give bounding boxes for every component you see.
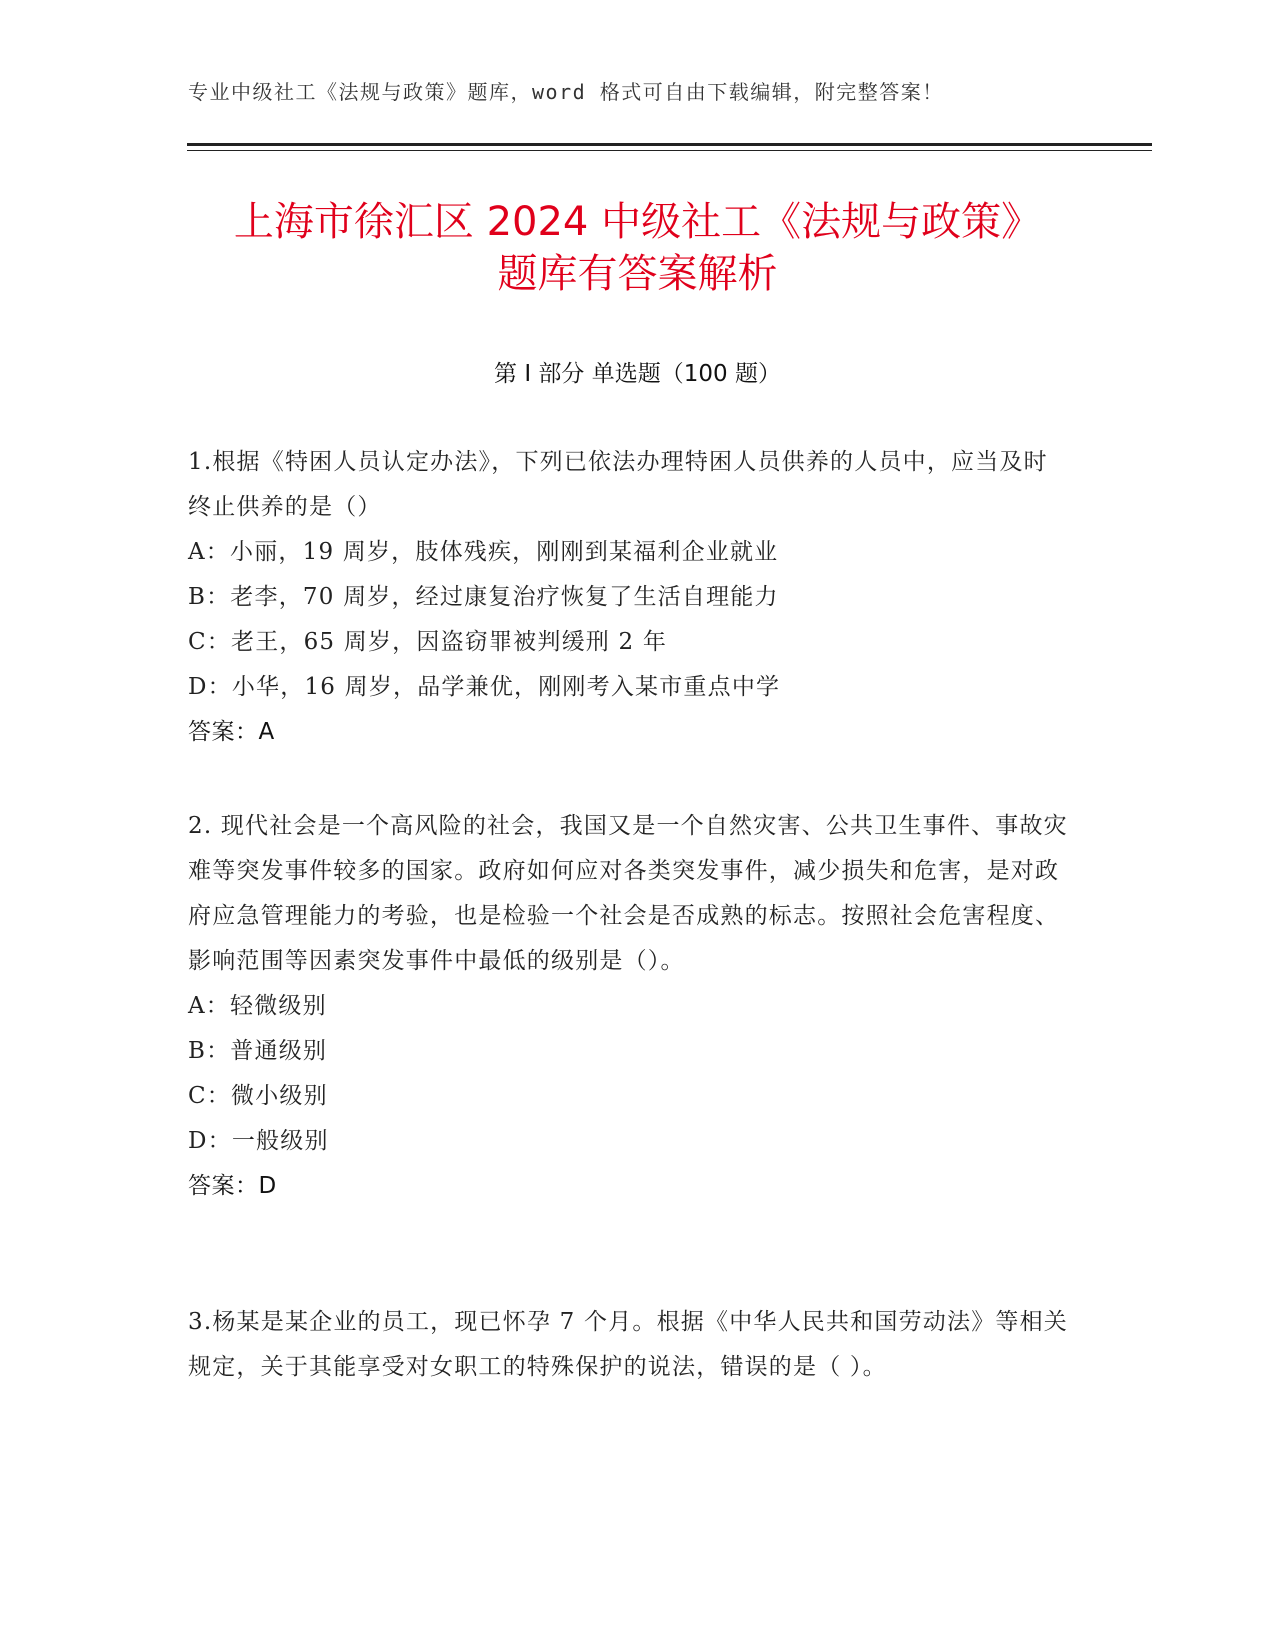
answer: 答案：D — [188, 1173, 277, 1199]
question-3 — [188, 1300, 1068, 1390]
option-d: D：一般级别 — [188, 1128, 329, 1154]
answer: 答案：A — [188, 719, 275, 745]
option-b: B：普通级别 — [188, 1038, 328, 1064]
document-title-line2: 题库有答案解析 — [497, 251, 778, 297]
question-2 — [188, 804, 1068, 1209]
section-heading: 第 I 部分 单选题（100 题） — [494, 361, 781, 387]
question-stem: 1.根据《特困人员认定办法》，下列已依法办理特困人员供养的人员中，应当及时终止供养的是（） — [188, 449, 1048, 520]
option-c: C：老王，65 周岁，因盗窃罪被判缓刑 2 年 — [188, 629, 668, 655]
option-a: A：小丽，19 周岁，肢体残疾，刚刚到某福利企业就业 — [188, 539, 779, 565]
header-note: 专业中级社工《法规与政策》题库，word 格式可自由下载编辑，附完整答案！ — [188, 80, 944, 104]
document-title — [150, 196, 1125, 300]
question-stem: 3.杨某是某企业的员工，现已怀孕 7 个月。根据《中华人民共和国劳动法》等相关规定，关于其能享受对女职工的特殊保护的说法，错误的是（ ）。 — [188, 1309, 1068, 1380]
document-title-line1: 上海市徐汇区 2024 中级社工《法规与政策》 — [233, 199, 1042, 245]
option-b: B：老李，70 周岁，经过康复治疗恢复了生活自理能力 — [188, 584, 779, 610]
header-rule-thin — [187, 150, 1152, 151]
option-d: D：小华，16 周岁，品学兼优，刚刚考入某市重点中学 — [188, 674, 781, 700]
option-a: A：轻微级别 — [188, 993, 327, 1019]
option-c: C：微小级别 — [188, 1083, 328, 1109]
header-rule-thick — [187, 143, 1152, 146]
question-stem: 2. 现代社会是一个高风险的社会，我国又是一个自然灾害、公共卫生事件、事故灾难等突发事件较多的国家。政府如何应对各类突发事件，减少损失和危害，是对政府应急管理能力的考验，也是检验一个社会是否成熟的标志。按照社会危害程度、影响范围等因素突发事件中最低的级别是（）。 — [188, 813, 1068, 974]
question-1 — [188, 440, 1068, 755]
